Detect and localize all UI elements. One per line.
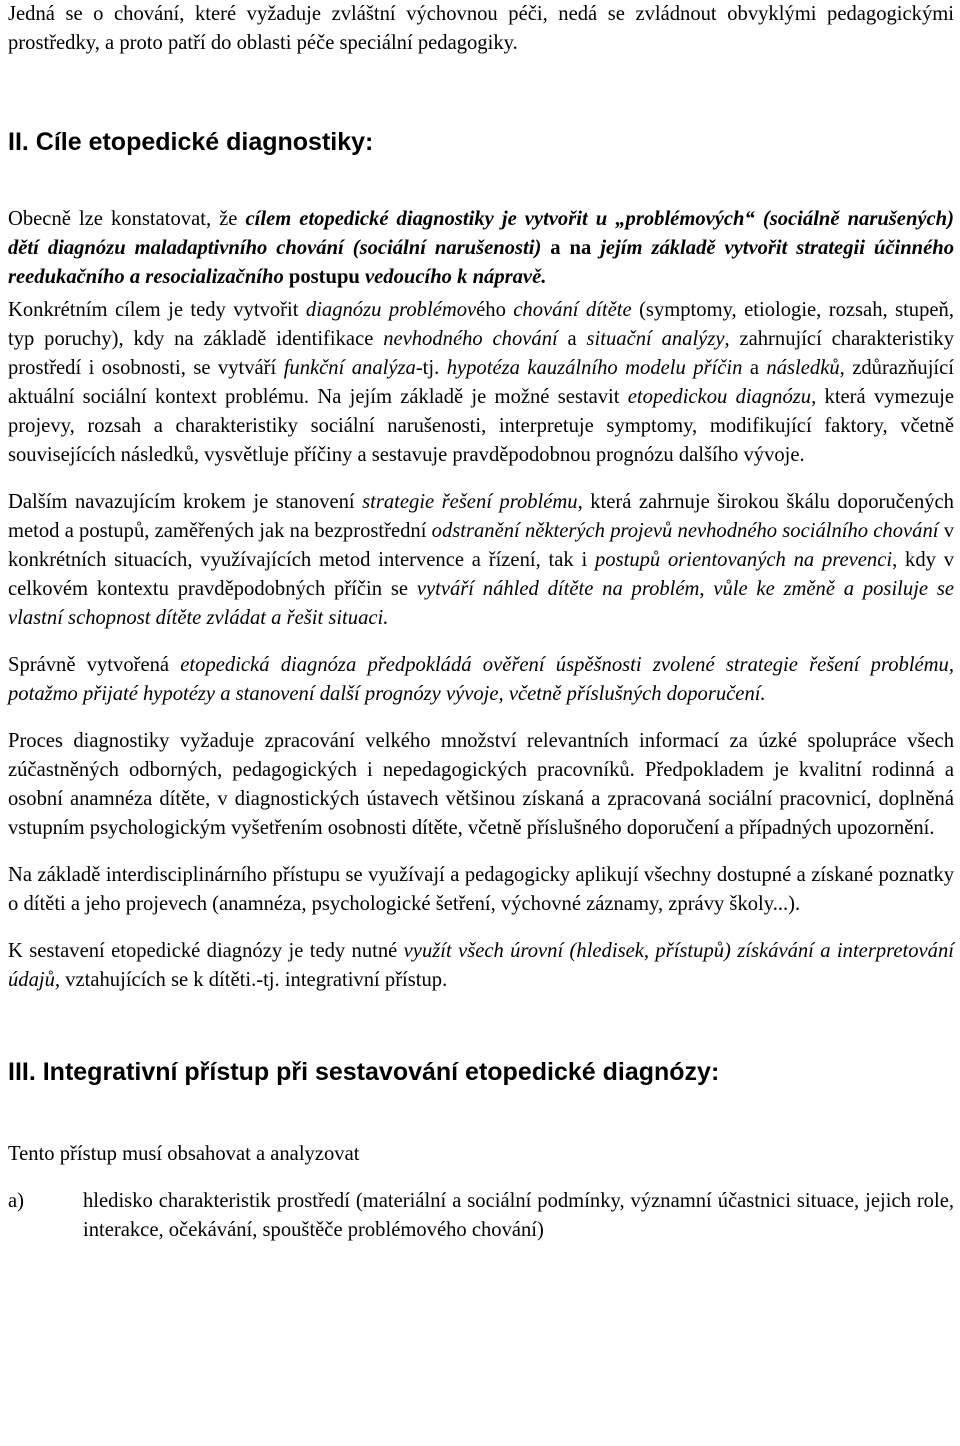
text-run-italic: funkční analýza (283, 357, 416, 379)
text-run: , která zahrnuje širokou škálu doporučených metod a postupů, zaměřených jak na bezprostřední (8, 491, 954, 542)
list-marker: a) (8, 1190, 24, 1212)
text-run: , která vymezuje projevy, rozsah a charakteristiky sociální narušenosti, interpretuje symptomy, modifikující faktory, včetně souvisejících následků, vysvětluje příčiny a sestavuje pravděpodobnou prognózu dalšího vývoje. (8, 386, 955, 466)
text-run: ého (476, 299, 514, 321)
text-run-bold-italic: cílem etopedické diagnostiky je vytvořit u „problémových“ (sociálně narušených) dětí diagnózu maladaptivního chování (sociální narušenosti) (8, 208, 954, 259)
text-run: , zahrnující charakteristiky prostředí i osobnosti, se vytváří (8, 328, 954, 379)
text-run-italic: etopedickou diagnózu (627, 386, 812, 408)
text-run-italic: hypotéza kauzálního modelu příčin (446, 357, 743, 379)
text-run-italic: následků (766, 357, 840, 379)
section-heading-goals: II. Cíle etopedické diagnostiky: (8, 128, 374, 156)
text-run-italic: využít všech úrovní (hledisek, přístupů) získávání a interpretování údajů, (8, 940, 954, 991)
goals-paragraph-concrete (8, 296, 954, 470)
text-run-italic: etopedická diagnóza předpokládá ověření úspěšnosti zvolené strategie řešení problému, potažmo přijaté hypotézy a stanovení další prognózy vývoje, včetně příslušných doporučení. (8, 654, 954, 705)
text-run: K sestavení etopedické diagnózy je tedy nutné (8, 940, 404, 962)
goals-paragraph-general (8, 205, 954, 292)
text-run: (symptomy, etiologie, rozsah, stupeň, typ poruchy), kdy na základě identifikace (8, 299, 954, 350)
text-run: , kdy v celkovém kontextu pravděpodobných příčin se (8, 549, 954, 600)
text-run-italic: nevhodného chování (383, 328, 558, 350)
text-run-bold-italic: jejím základě vytvořit strategii účinného reedukačního a resocializačního (8, 237, 954, 288)
text-run: Konkrétním cílem je tedy vytvořit (8, 299, 306, 321)
approach-intro-paragraph: Tento přístup musí obsahovat a analyzovat (8, 1143, 360, 1165)
goals-paragraph-verification (8, 651, 954, 709)
text-run: Obecně lze konstatovat, že (8, 208, 246, 230)
text-run-bold: a na (541, 237, 601, 259)
goals-paragraph-strategy (8, 488, 954, 633)
text-run-italic: diagnózu problémov (305, 299, 477, 321)
text-run: v konkrétních situacích, využívajících metod intervence a řízení, tak i (8, 520, 954, 571)
list-item (8, 1187, 954, 1245)
list-item-text: hledisko charakteristik prostředí (materiální a sociální podmínky, významní účastnici situace, jejich role, interakce, očekávání, spouštěče problémového chování) (83, 1190, 954, 1241)
text-run-italic: postupů orientovaných na prevenci (594, 549, 893, 571)
text-run: -tj. (415, 357, 447, 379)
text-run: a (742, 357, 767, 379)
intro-paragraph: Jedná se o chování, které vyžaduje zvláštní výchovnou péči, nedá se zvládnout obvyklými pedagogickými prostředky, a proto patří do oblasti péče speciální pedagogiky. (8, 3, 954, 54)
text-run-italic: vytváří náhled dítěte na problém, vůle ke změně a posiluje se vlastní schopnost dítěte zvládat a řešit situaci. (8, 578, 954, 629)
text-run-bold: postupu (283, 266, 366, 288)
text-run-bold-italic: vedoucího k nápravě. (365, 266, 547, 288)
text-run: Dalším navazujícím krokem je stanovení (8, 491, 363, 513)
text-run: a (557, 328, 587, 350)
goals-paragraph-process: Proces diagnostiky vyžaduje zpracování velkého množství relevantních informací za úzké spolupráce všech zúčastněných odborných, pedagogických i nepedagogických pracovníků. Předpokladem je kvalitní rodinná a osobní anamnéza dítěte, v diagnostických ústavech většinou získaná a zpracovaná sociální pracovnicí, doplněná vstupním psychologickým vyšetřením osobnosti dítěte, včetně příslušného doporučení a případných upozornění. (8, 730, 954, 839)
goals-paragraph-integrative (8, 937, 954, 995)
goals-paragraph-interdisciplinary: Na základě interdisciplinárního přístupu se využívají a pedagogicky aplikují všechny dostupné a získané poznatky o dítěti a jeho projevech (anamnéza, psychologické šetření, výchovné záznamy, zprávy školy...). (8, 864, 954, 915)
text-run-italic: chování dítěte (513, 299, 632, 321)
text-run-italic: odstranění některých projevů nevhodného sociálního chování (431, 520, 939, 542)
text-run: , zdůrazňující aktuální sociální kontext problému. Na jejím základě je možné sestavit (8, 357, 954, 408)
text-run: vztahujících se k dítěti.-tj. integrativní přístup. (60, 969, 448, 991)
text-run-italic: strategie řešení problému (362, 491, 578, 513)
text-run: Správně vytvořená (8, 654, 181, 676)
section-heading-integrative-approach: III. Integrativní přístup při sestavování etopedické diagnózy: (8, 1058, 720, 1086)
text-run-italic: situační analýzy (586, 328, 725, 350)
